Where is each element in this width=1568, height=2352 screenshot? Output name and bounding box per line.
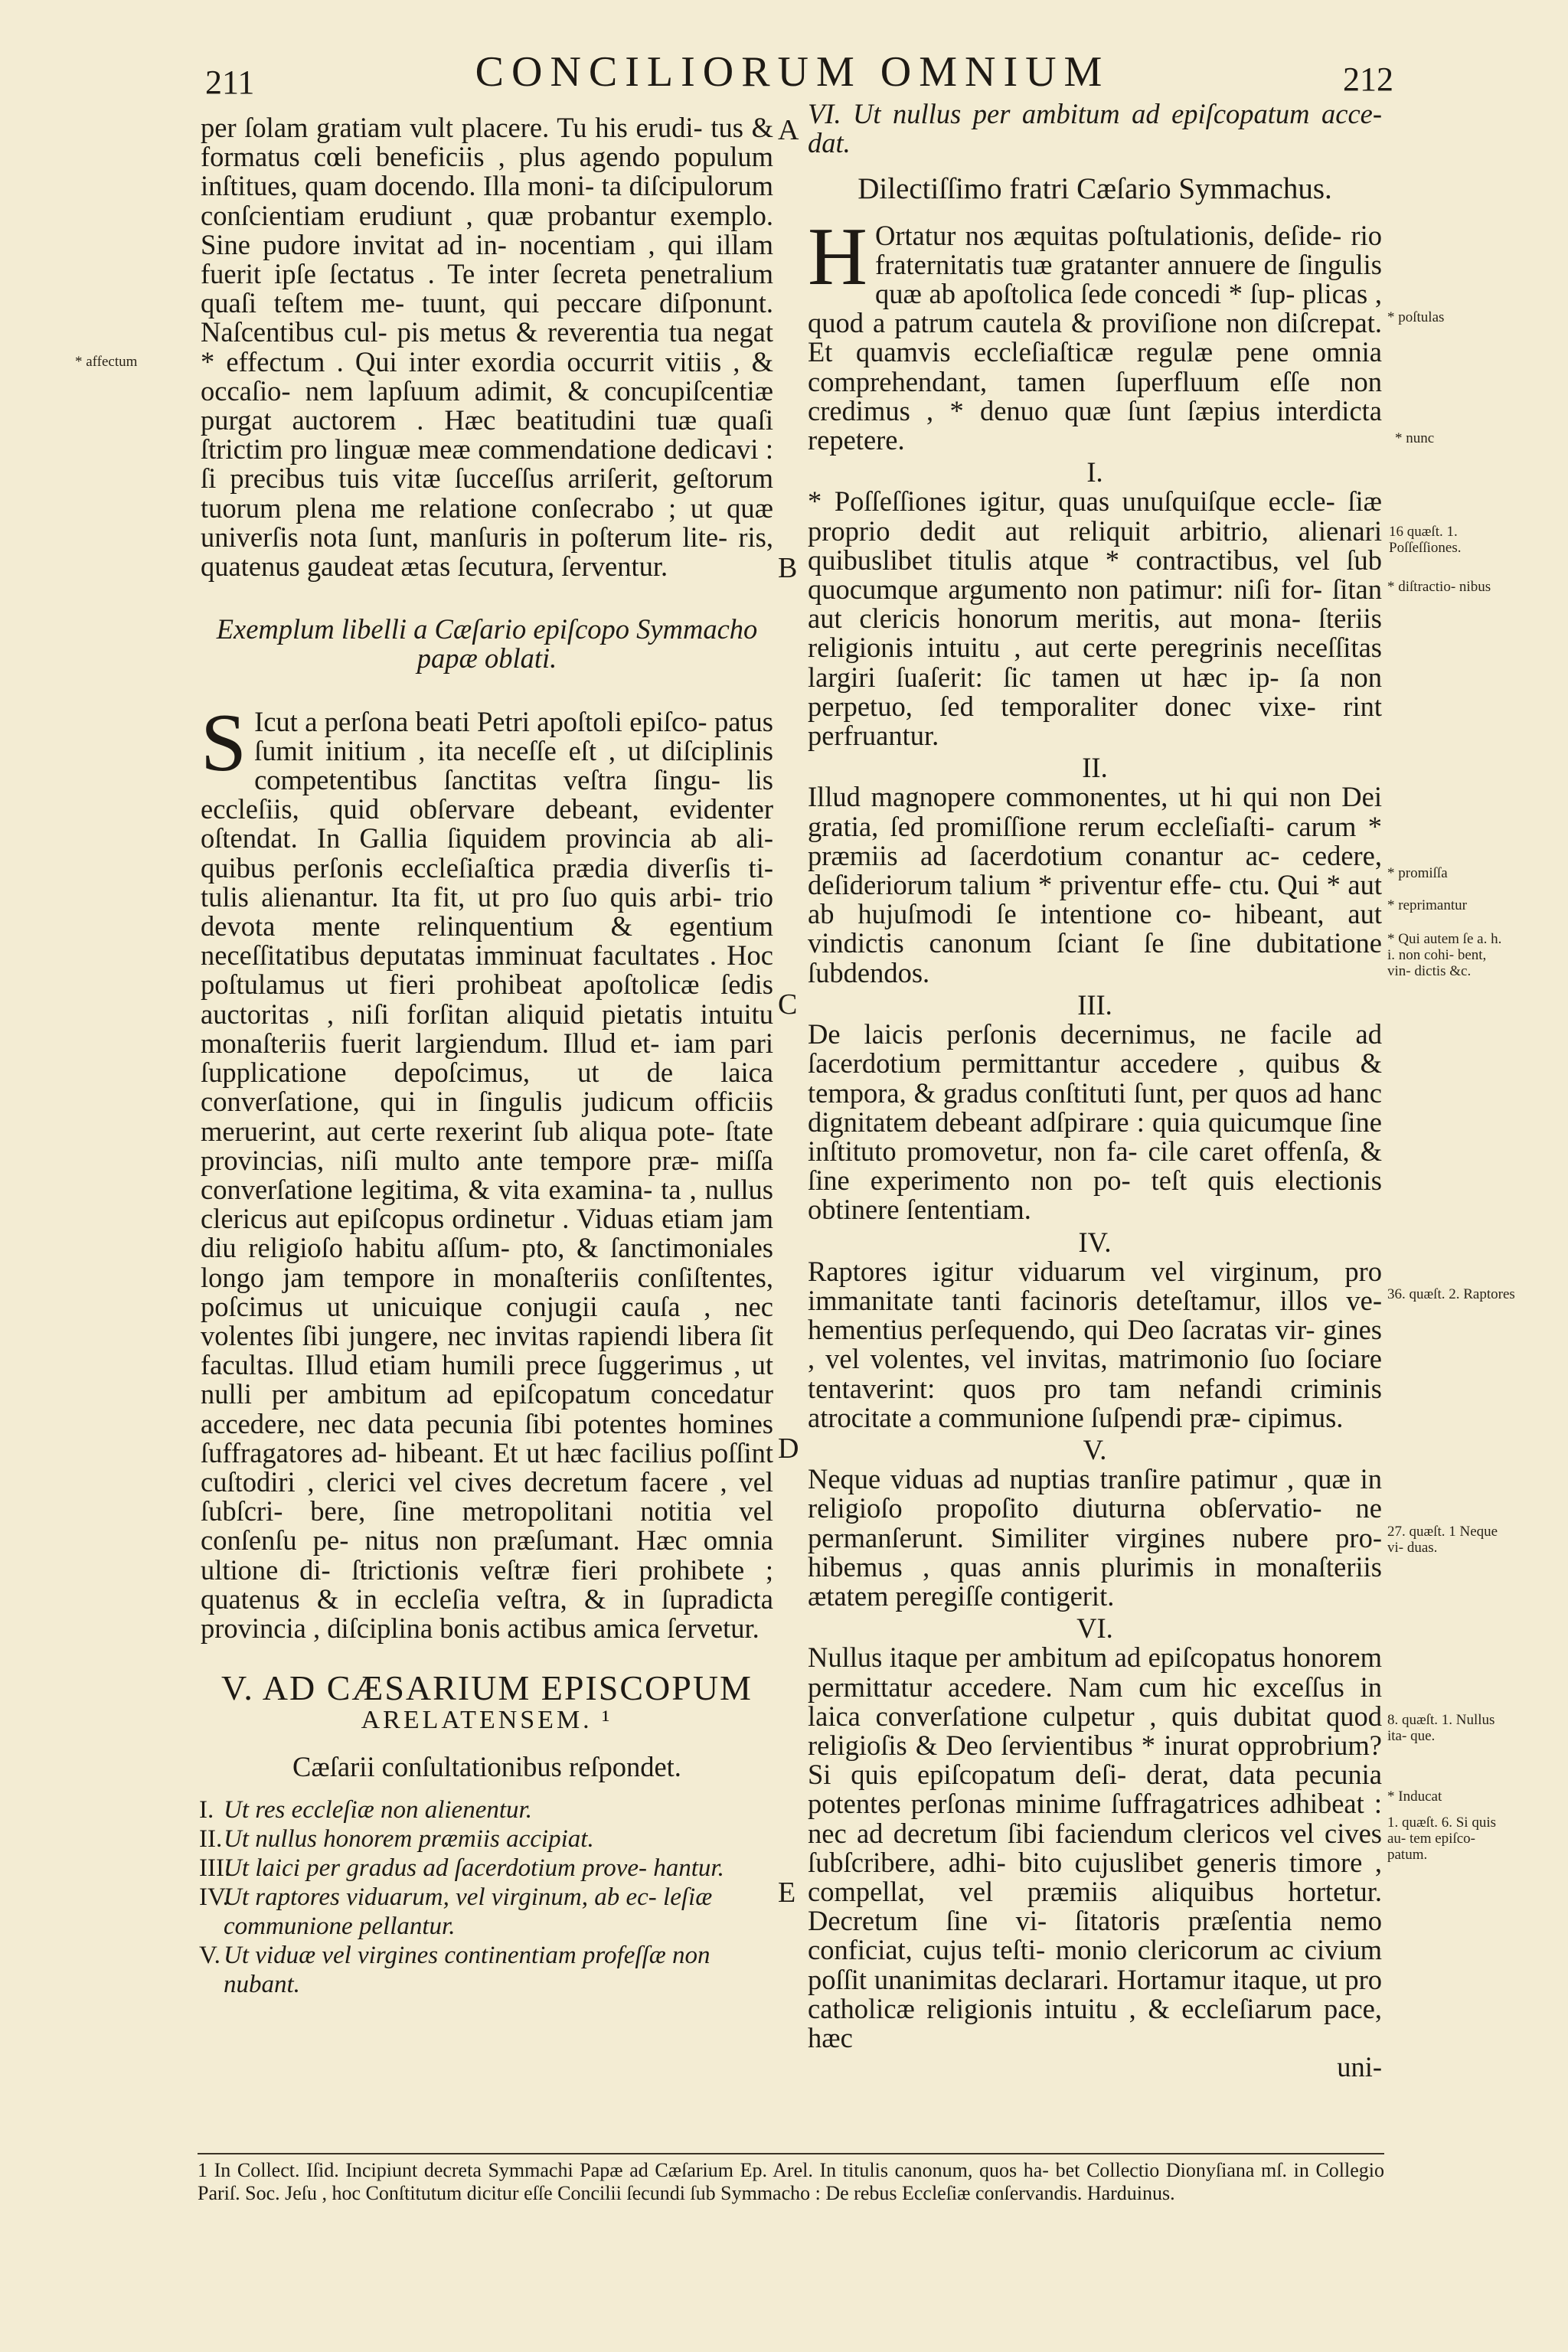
chapter-vi-title: VI. Ut nullus per ambitum ad epiſcopatum acce- dat.: [808, 98, 1382, 159]
margin-note: 1. quæſt. 6. Si quis au- tem epiſco- patum.: [1387, 1815, 1496, 1863]
page-number-left: 211: [205, 64, 255, 101]
chapter-list-item: [201, 1824, 773, 1854]
section-paragraph: Neque viduas ad nuptias tranſire patimur , quæ in religioſo propoſito diuturna obſervatio- ne permanſerunt. Similiter virgines nubere pro- hibemus , quas annis plurimis in monaſteriis ætatem peregiſſe contigerit.: [808, 1463, 1382, 1612]
right-column: [808, 100, 1382, 2082]
section-subtitle: ARELATENSEM. ¹: [361, 1706, 613, 1735]
chapter-number: III.: [199, 1854, 231, 1882]
left-paragraph-2: [201, 697, 773, 1644]
section-number: IV.: [1078, 1226, 1112, 1258]
chapter-list-item: [201, 1795, 773, 1824]
section-paragraph: Illud magnopere commonentes, ut hi qui non Dei gratia, ſed promiſſione rerum eccleſiaſti- carum * præmiis ad ſacerdotium conantur ac- cedere, deſideriorum talium * priventur effe- ctu. Qui * aut ab hujuſmodi ſe intentione co- hibeant, aut vindictis canonum ſciant ſe ſine dubitatione ſubdendos.: [808, 781, 1382, 988]
chapter-list-item: [201, 1941, 773, 1999]
chapter-number: IV.: [199, 1883, 229, 1911]
margin-note: 27. quæſt. 1 Neque vi- duas.: [1387, 1524, 1498, 1556]
chapter-text: Ut nullus honorem præmiis accipiat.: [224, 1824, 594, 1853]
section-intro: Cæſarii conſultationibus reſpondet.: [292, 1750, 681, 1782]
page-title: CONCILIORUM OMNIUM: [475, 48, 1110, 96]
chapter-text: Ut laici per gradus ad ſacerdotium prove- hantur.: [224, 1854, 724, 1882]
running-header: [191, 47, 1393, 101]
section-letter-e: E: [778, 1877, 796, 1909]
catchword: uni-: [1337, 2051, 1382, 2083]
section-title: V. AD CÆSARIUM EPISCOPUM: [221, 1668, 753, 1708]
salutation: Dilectiſſimo fratri Cæſario Symmachus.: [858, 172, 1332, 206]
drop-cap: S: [201, 697, 247, 789]
exemplum-heading: Exemplum libelli a Cæſario epiſcopo Symmacho papæ oblati.: [216, 613, 758, 675]
margin-note: 36. quæſt. 2. Raptores: [1387, 1286, 1515, 1302]
chapter-text: Ut res eccleſiæ non alienentur.: [224, 1795, 532, 1824]
section-number: VI.: [1076, 1612, 1113, 1645]
margin-note: * promiſſa: [1387, 865, 1448, 881]
margin-note: 8. quæſt. 1. Nullus ita- que.: [1387, 1712, 1495, 1744]
chapter-text: Ut viduæ vel virgines continentiam profeſſæ non nubant.: [224, 1941, 710, 1998]
footnotes: [198, 2153, 1384, 2205]
section-letter-a: A: [778, 114, 799, 146]
section-paragraph: Raptores igitur viduarum vel virginum, pro immanitate tanti facinoris deteſtamur, illos ve- hementius perſequendo, qui Deo ſacratas vir- gines , vel volentes, vel invitas, matrimonio ſuo ſociare tentaverint: quos pro tam nefandi criminis atrocitate a communione ſuſpendi præ- cipimus.: [808, 1255, 1382, 1433]
margin-note: * Inducat: [1387, 1788, 1442, 1805]
drop-cap: H: [808, 211, 867, 302]
margin-note: 16 quæſt. 1. Poſſeſſiones.: [1389, 524, 1462, 556]
chapter-text: Ut raptores viduarum, vel virginum, ab ec- leſiæ communione pellantur.: [224, 1883, 713, 1940]
section-letter-c: C: [778, 988, 798, 1021]
margin-note: * diſtractio- nibus: [1387, 579, 1491, 595]
margin-note: * affectum: [75, 354, 138, 370]
chapter-list-item: [201, 1854, 773, 1883]
margin-note: * nunc: [1395, 430, 1435, 446]
page-number-right: 212: [1343, 60, 1393, 98]
footnote-rule: [198, 2153, 1384, 2154]
left-column: [201, 113, 773, 1999]
chapter-list-item: [201, 1883, 773, 1941]
section-letter-d: D: [778, 1432, 799, 1465]
chapter-number: I.: [199, 1795, 214, 1824]
chapter-list: [201, 1795, 773, 1999]
section-paragraph: De laicis perſonis decernimus, ne facile ad ſacerdotium permittantur accedere , quibus & tempora, & gradus conſtituti ſunt, per quos ad hanc dignitatem debeant adſpirare : quia quicumque ſine inſtituto promovetur, non fa- cile caret offenſa, & ſine experimento non po- teſt quis electionis obtinere ſententiam.: [808, 1018, 1382, 1226]
footnote: 1 In Collect. Iſid. Incipiunt decreta Symmachi Papæ ad Cæſarium Ep. Arel. In titulis canonum, quos ha- bet Collectio Dionyſiana mſ. in Collegio Pariſ. Soc. Jeſu , hoc Conſtitutum dicitur eſſe Concilii ſecundi ſub Symmacho : De rebus Eccleſiæ conſervandis. Harduinus.: [198, 2159, 1384, 2204]
section-number: V.: [1083, 1433, 1107, 1465]
left-paragraph-2-text: Icut a perſona beati Petri apoſtoli epiſco- patus ſumit initium , ita neceſſe eſt , ut diſciplinis competentibus ſanctitas veſtra ſingu- lis eccleſiis, quid obſervare debeant, evidenter oſtendat. In Gallia ſiquidem provincia ab ali- quibus perſonis eccleſiaſtica prædia diverſis ti- tulis alienantur. Ita fit, ut pro ſuo quis arbi- trio devota mente relinquentium & egentium neceſſitatibus deputatas imminuat facultates . Hoc poſtulamus ut fieri prohibeat apoſtolicæ ſedis auctoritas , niſi forſitan aliquid pietatis intuitu monaſteriis fuerit largiendum. Illud et- iam pari ſupplicatione depoſcimus, ut de laica converſatione, qui in ſingulis judicum officiis meruerint, aut certe rexerint ſub aliqua pote- ſtate provincias, niſi multo ante tempore præ- miſſa converſatione legitima, & vita examina- ta , nullus clericus aut epiſcopus ordinetur . Viduas etiam jam diu religioſo habitu aſſum- pto, & ſanctimoniales longo jam tempore in monaſteriis conſiſtentes, poſcimus ut unicuique conjugii cauſa , nec volentes ſibi jungere, nec invitas rapiendi libera ſit facultas. Illud etiam humili prece ſuggerimus , ut nulli per ambitum ad epiſcopatum concedatur accedere, nec data pecunia ſibi potentes homines ſuffragatores ad- hibeant. Et ut hæc facilius poſſint cuſtodiri , clerici vel cives decretum facere , vel ſubſcri- bere, ſine metropolitani notitia vel conſenſu pe- nitus non præſumant. Hæc omnia ultione di- ſtrictionis veſtræ fieri prohibete ; quatenus & in eccleſia veſtra, & in ſupradicta provincia , diſciplina bonis actibus amica ſervetur.: [201, 705, 773, 1644]
intro-paragraph: [808, 211, 1382, 456]
chapter-number: II.: [199, 1824, 223, 1853]
section-letter-b: B: [778, 552, 798, 584]
intro-paragraph-text: Ortatur nos æquitas poſtulationis, deſide- rio fraternitatis tuæ gratanter annuere de ſingulis quæ ab apoſtolica ſede concedi * ſup- plicas , quod a patrum cautela & proviſione non diſcrepat. Et quamvis eccleſiaſticæ regulæ pene omnia comprehendant, tamen ſuperfluum eſſe non credimus , * denuo quæ ſunt ſæpius interdicta repetere.: [808, 219, 1382, 456]
section-number: I.: [1086, 456, 1103, 488]
chapter-number: V.: [199, 1941, 220, 1969]
section-paragraph: Nullus itaque per ambitum ad epiſcopatus honorem permittatur accedere. Nam cum hic exceſſus in laica converſatione culpetur , quis dubitat quod religioſis & Deo ſervientibus * inurat opprobrium? Si quis epiſcopatum deſi- derat, data pecunia potentes perſonas minime ſuffragatrices adhibeat : nec ad decretum ſibi faciendum clericos vel cives ſubſcribere, adhi- bito cujuslibet generis timore , compellat, vel præmiis aliquibus hortetur. Decretum ſine vi- ſitatoris præſentia nemo conficiat, cujus teſti- monio clericorum ac civium poſſit unanimitas declarari. Hortamur itaque, ut pro catholicæ religionis intuitu , & eccleſiarum pace, hæc: [808, 1642, 1382, 2053]
margin-note: * Qui autem ſe a. h. i. non cohi- bent, vin- dictis &c.: [1387, 931, 1502, 979]
margin-note: * reprimantur: [1387, 897, 1467, 913]
margin-note: * poſtulas: [1387, 309, 1445, 325]
section-paragraph: * Poſſeſſiones igitur, quas unuſquiſque eccle- ſiæ proprio dedit aut reliquit arbitrio, alienari quibuslibet titulis atque * contractibus, vel ſub quocumque argumento non patimur: niſi for- ſitan aut clericis honorum meritis, aut mona- ſteriis religionis intuitu , aut certe peregrinis neceſſitas largiri ſuaſerit: ſic tamen ut hæc ip- ſa non perpetuo, ſed temporaliter donec vixe- rint perfruantur.: [808, 485, 1382, 752]
section-number: II.: [1082, 752, 1108, 784]
left-paragraph-1: per ſolam gratiam vult placere. Tu his erudi- tus & formatus cœli beneficiis , plus agendo populum inſtitues, quam docendo. Illa moni- ta diſcipulorum conſcientiam erudiunt , quæ probantur exemplo. Sine pudore invitat ad in- nocentiam , qui illam fuerit ipſe ſectatus . Te inter ſecreta penetralium quaſi teſtem me- tuunt, qui peccare diſponunt. Naſcentibus cul- pis metus & reverentia tua negat * effectum . Qui inter exordia occurrit vitiis , & occaſio- nem lapſuum adimit, & concupiſcentiæ purgat auctorem . Hæc beatitudini tuæ quaſi ſtrictim pro linguæ meæ commendatione dedicavi : ſi precibus tuis vitæ ſucceſſus arriſerit, geſtorum tuorum plena me relatione conſecrabo ; ut quæ univerſis nota ſunt, manſuris in poſterum lite- ris, quatenus gaudeat ætas ſecutura, ſerventur.: [201, 112, 773, 583]
section-number: III.: [1077, 988, 1112, 1021]
